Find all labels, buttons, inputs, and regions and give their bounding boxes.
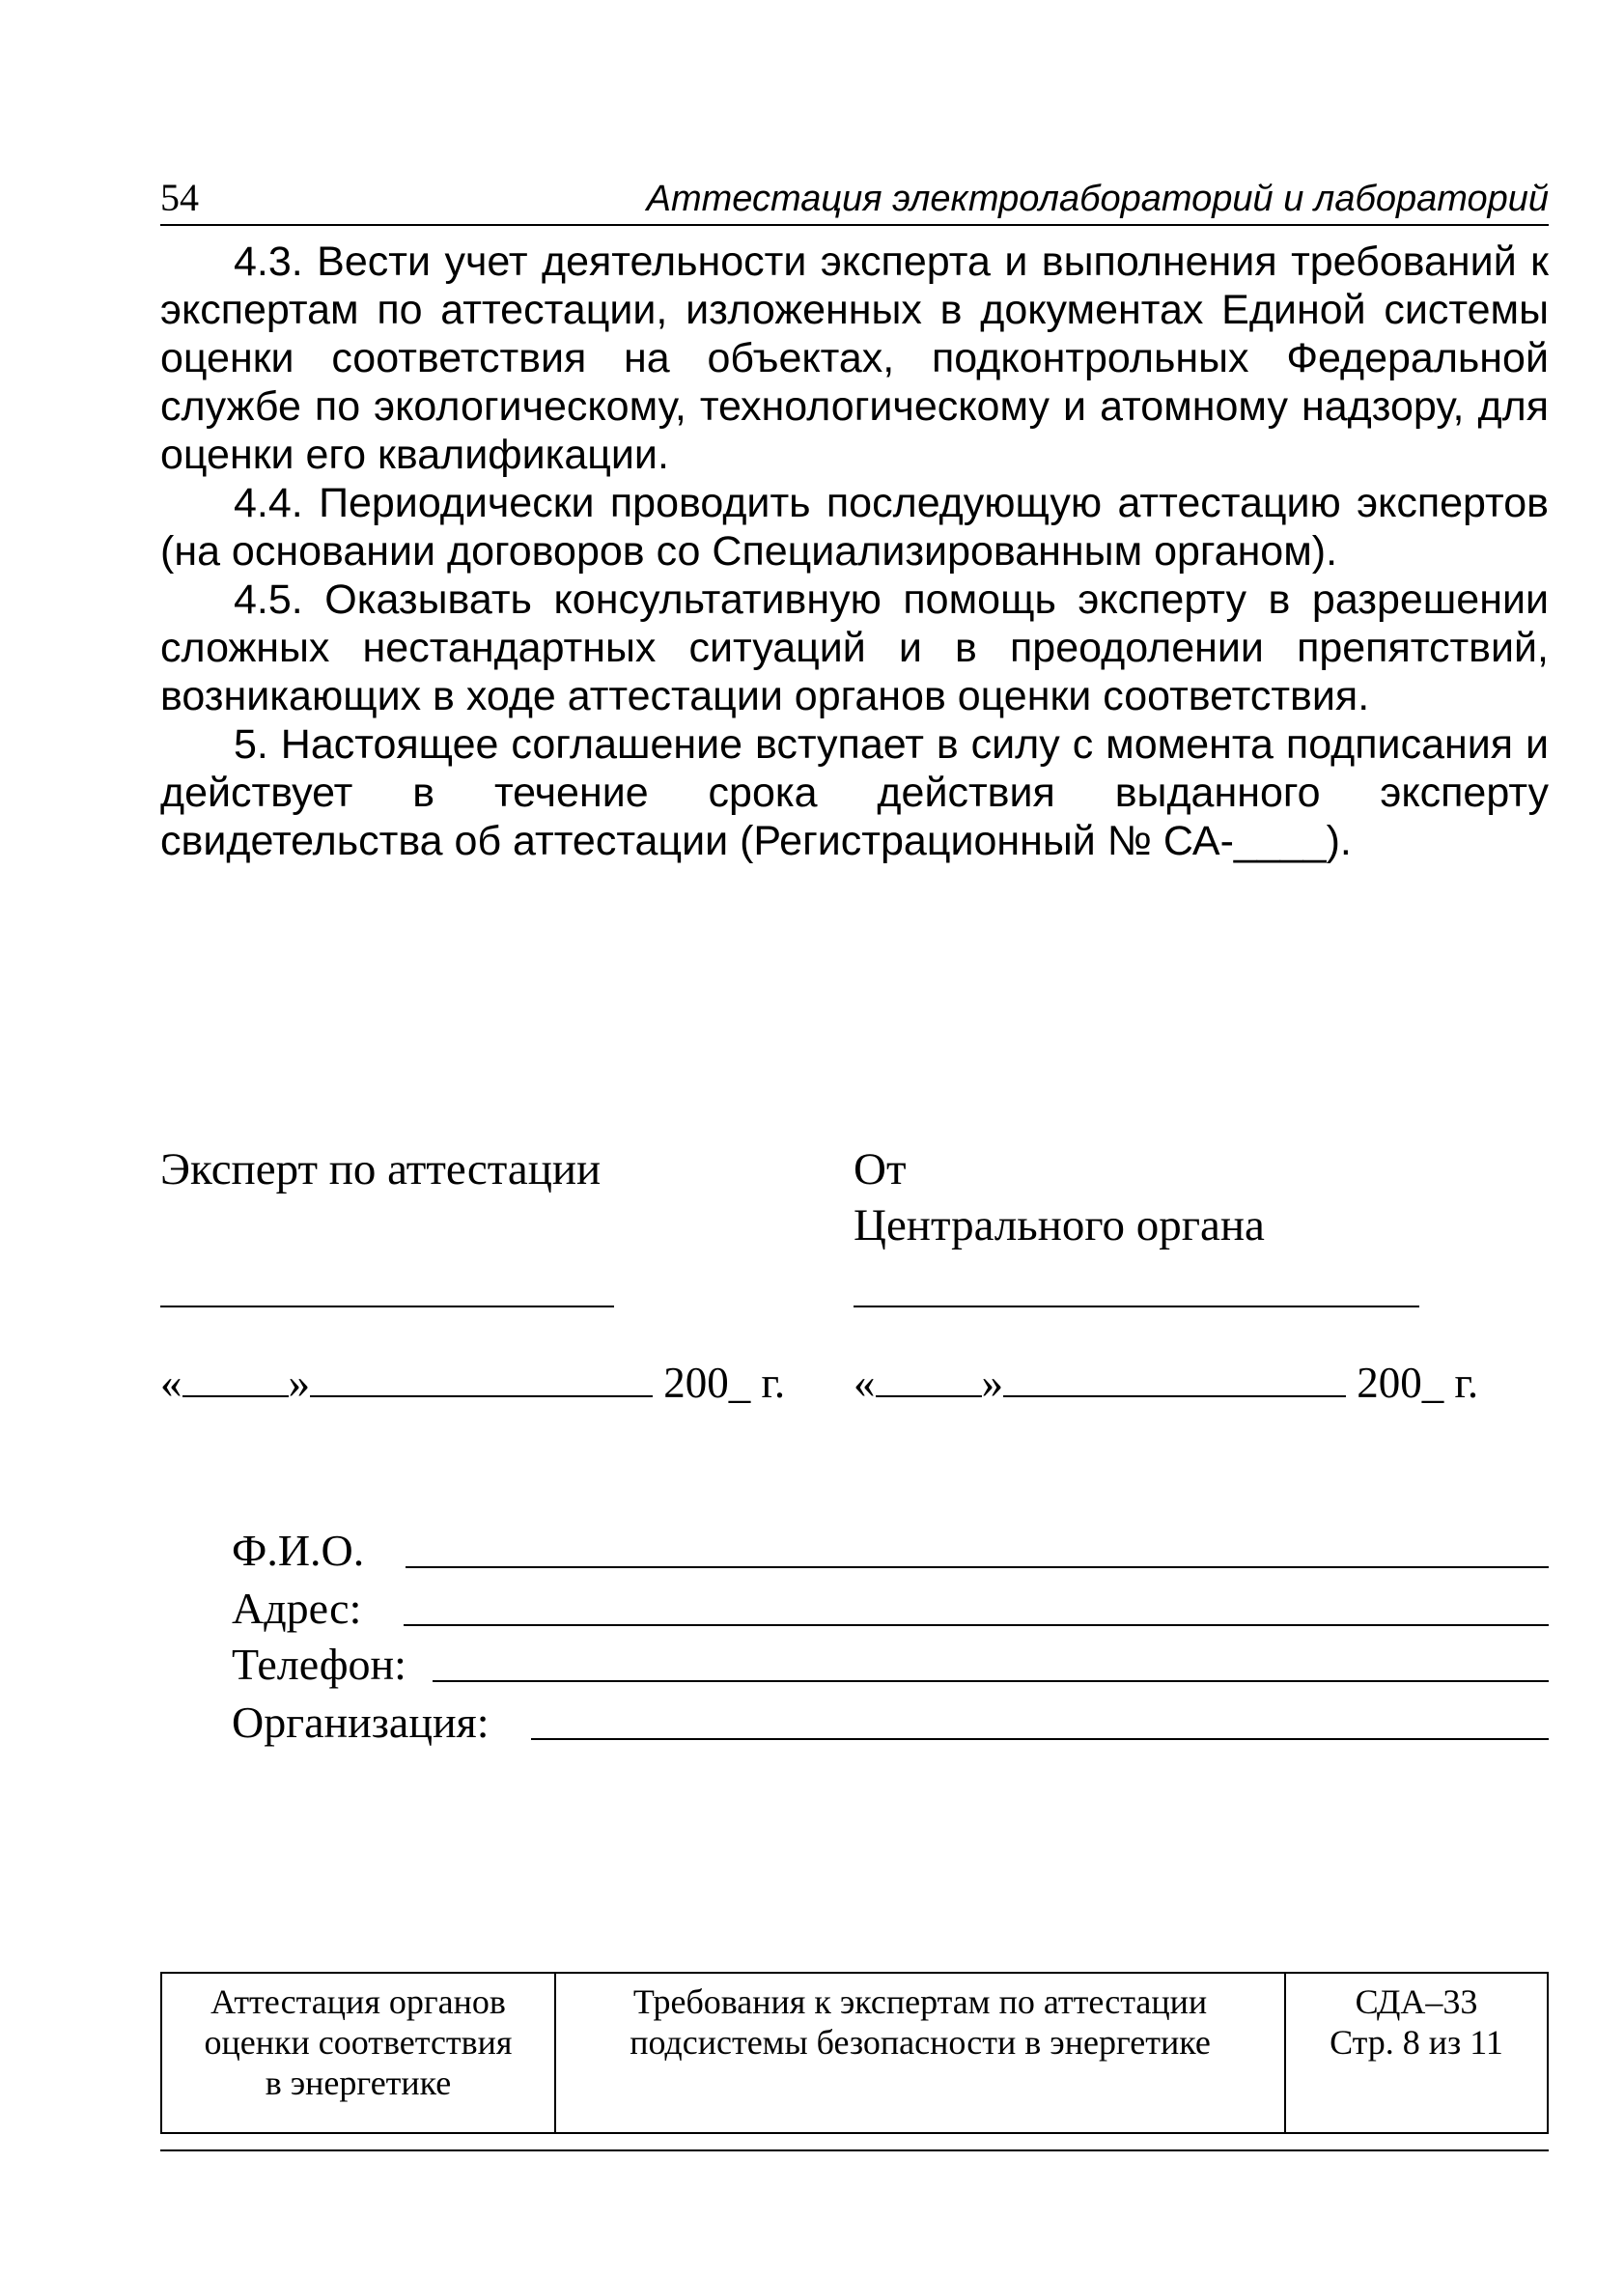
quote-open: « — [854, 1359, 876, 1407]
paragraph-4-5: 4.5. Оказывать консультативную помощь эксперту в разрешении сложных нестандартных ситуаций и в преодолении препятствий, возникающих в ходе аттестации органов оценки соответствия. — [160, 576, 1549, 719]
month-blank — [310, 1361, 653, 1397]
fio-line — [406, 1566, 1549, 1568]
organization-field — [232, 1694, 1549, 1748]
organization-line — [531, 1738, 1549, 1740]
expert-date-field — [160, 1358, 785, 1408]
body-text — [160, 238, 1549, 865]
footer-table — [160, 1972, 1549, 2134]
bottom-rule — [160, 2149, 1549, 2151]
address-line — [404, 1624, 1549, 1626]
central-organ-signature-line — [854, 1306, 1419, 1307]
central-organ-label — [854, 1141, 1265, 1253]
phone-label: Телефон: — [232, 1639, 412, 1690]
document-code: СДА–33 — [1355, 1982, 1478, 2021]
footer-cell-title-line: оценки соответствия — [204, 2023, 513, 2062]
paragraph-4-4: 4.4. Периодически проводить последующую аттестацию экспертов (на основании договоров со Специализированным органом). — [160, 480, 1549, 575]
fio-label: Ф.И.О. — [232, 1525, 370, 1576]
paragraph-4-3: 4.3. Вести учет деятельности эксперта и выполнения требований к экспертам по аттестации, изложенных в документах Единой системы оценки соответствия на объектах, подконтрольных Федеральной службе по экологическому, технологическому и атомному надзору, для оценки его квалификации. — [160, 239, 1549, 478]
footer-cell-subject — [554, 1974, 1284, 2132]
central-organ-date-field — [854, 1358, 1478, 1408]
month-blank — [1003, 1361, 1346, 1397]
year-text: 200_ г. — [663, 1359, 786, 1407]
footer-cell-subject-line: подсистемы безопасности в энергетике — [630, 2023, 1211, 2062]
page-of-pages: Стр. 8 из 11 — [1330, 2023, 1503, 2062]
day-blank — [876, 1361, 982, 1397]
running-header — [160, 166, 1549, 226]
expert-signature-label: Эксперт по аттестации — [160, 1144, 602, 1194]
day-blank — [182, 1361, 289, 1397]
quote-close: » — [981, 1359, 1003, 1407]
footer-cell-title — [162, 1974, 554, 2132]
phone-field — [232, 1636, 1549, 1690]
expert-signature-line — [160, 1306, 614, 1307]
footer-cell-title-line: в энергетике — [265, 2064, 452, 2102]
footer-cell-code — [1284, 1974, 1547, 2132]
address-label: Адрес: — [232, 1583, 367, 1634]
quote-close: » — [288, 1359, 310, 1407]
central-organ-label-line1: От — [854, 1144, 907, 1194]
footer-cell-title-line: Аттестация органов — [210, 1982, 506, 2021]
phone-line — [433, 1680, 1549, 1682]
quote-open: « — [160, 1359, 182, 1407]
address-field — [232, 1580, 1549, 1634]
year-text: 200_ г. — [1357, 1359, 1479, 1407]
fio-field — [232, 1522, 1549, 1576]
running-title: Аттестация электролабораторий и лабораторий — [646, 179, 1549, 219]
page-number: 54 — [160, 176, 199, 219]
footer-cell-subject-line: Требования к экспертам по аттестации — [632, 1982, 1208, 2021]
organization-label: Организация: — [232, 1697, 495, 1748]
paragraph-5: 5. Настоящее соглашение вступает в силу с момента подписания и действует в течение срока действия выданного эксперту свидетельства об аттестации (Регистрационный № СА-____). — [160, 721, 1549, 864]
central-organ-label-line2: Центрального органа — [854, 1200, 1265, 1250]
